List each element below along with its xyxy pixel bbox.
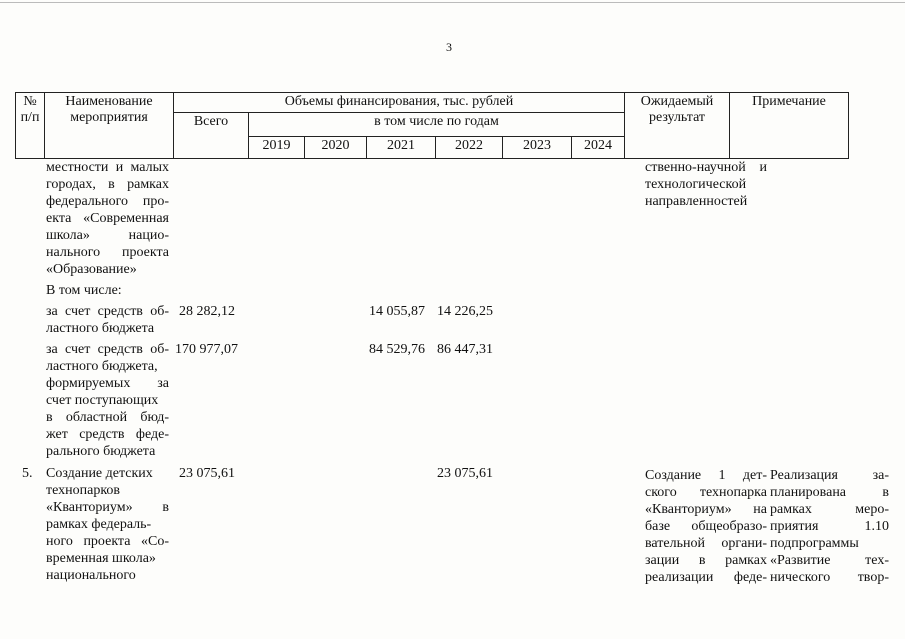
header-total: Всего: [174, 113, 249, 159]
text-line: жет средств феде-: [46, 427, 169, 442]
text-line: зации в рамках: [645, 553, 767, 568]
cont-result: [645, 159, 767, 210]
text-line: ластного бюджета: [46, 321, 155, 336]
table-header: [15, 92, 849, 159]
row1-2021: 14 055,87: [369, 304, 425, 319]
text-line: рамках меро-: [770, 502, 889, 517]
text-line: нического твор-: [770, 570, 889, 585]
text-line: реализации феде-: [645, 570, 767, 585]
text-line: «Кванториум» на: [645, 502, 767, 517]
text-line: подпрограммы: [770, 536, 859, 551]
row5-note: [770, 467, 889, 586]
text-line: Создание детских: [46, 466, 153, 481]
text-line: приятия 1.10: [770, 519, 889, 534]
row1-2022: 14 226,25: [437, 304, 493, 319]
header-year-2021: 2021: [367, 137, 436, 159]
text-line: екта «Современная: [46, 211, 169, 226]
text-line: ственно-научной и: [645, 160, 767, 175]
text-line: «Образование»: [46, 262, 137, 277]
text-line: в областной бюд-: [46, 410, 169, 425]
text-line: национального: [46, 568, 136, 583]
text-line: ного проекта «Со-: [46, 534, 169, 549]
text-line: ского технопарка: [645, 485, 767, 500]
header-note: Примечание: [730, 93, 849, 159]
cont-name: [46, 159, 169, 278]
text-line: федерального про-: [46, 194, 169, 209]
row2-2021: 84 529,76: [369, 342, 425, 357]
text-line: школа» нацио-: [46, 228, 169, 243]
text-line: вательной органи-: [645, 536, 767, 551]
text-line: за счет средств об-: [46, 342, 169, 357]
row5-num: 5.: [22, 466, 33, 481]
header-num: № п/п: [16, 93, 45, 159]
header-year-2023: 2023: [503, 137, 572, 159]
text-line: нального проекта: [46, 245, 169, 260]
text-line: технопарков: [46, 483, 121, 498]
header-name: Наименование мероприятия: [45, 93, 174, 159]
text-line: за счет средств об-: [46, 304, 169, 319]
text-line: рального бюджета: [46, 444, 156, 459]
row1-name: [46, 303, 169, 337]
row2-total: 170 977,07: [175, 342, 238, 357]
text-line: базе общеобразо-: [645, 519, 767, 534]
row5-name: [46, 465, 169, 584]
row5-total: 23 075,61: [179, 466, 235, 481]
text-line: Создание 1 дет-: [645, 468, 767, 483]
text-line: городах, в рамках: [46, 177, 169, 192]
header-year-2019: 2019: [249, 137, 305, 159]
text-line: Реализация за-: [770, 468, 889, 483]
text-line: «Кванториум» в: [46, 500, 169, 515]
header-year-2024: 2024: [572, 137, 625, 159]
scan-top-edge: [0, 2, 905, 3]
text-line: планирована в: [770, 485, 889, 500]
header-year-2022: 2022: [436, 137, 503, 159]
header-result: Ожидаемый результат: [625, 93, 730, 159]
header-by-years: в том числе по годам: [249, 113, 625, 137]
row5-result: [645, 467, 767, 586]
text-line: временная школа»: [46, 551, 156, 566]
including-label: В том числе:: [46, 283, 122, 298]
text-line: рамках федераль-: [46, 517, 152, 532]
row5-2022: 23 075,61: [437, 466, 493, 481]
header-year-2020: 2020: [305, 137, 367, 159]
header-funding: Объемы финансирования, тыс. рублей: [174, 93, 625, 113]
row2-name: [46, 341, 169, 460]
text-line: формируемых за: [46, 376, 169, 391]
text-line: «Развитие тех-: [770, 553, 889, 568]
text-line: счет поступающих: [46, 393, 159, 408]
text-line: ластного бюджета,: [46, 359, 158, 374]
text-line: технологической: [645, 177, 747, 192]
row1-total: 28 282,12: [179, 304, 235, 319]
page-number: 3: [446, 40, 452, 54]
text-line: направленностей: [645, 194, 748, 209]
text-line: местности и малых: [46, 160, 169, 175]
row2-2022: 86 447,31: [437, 342, 493, 357]
